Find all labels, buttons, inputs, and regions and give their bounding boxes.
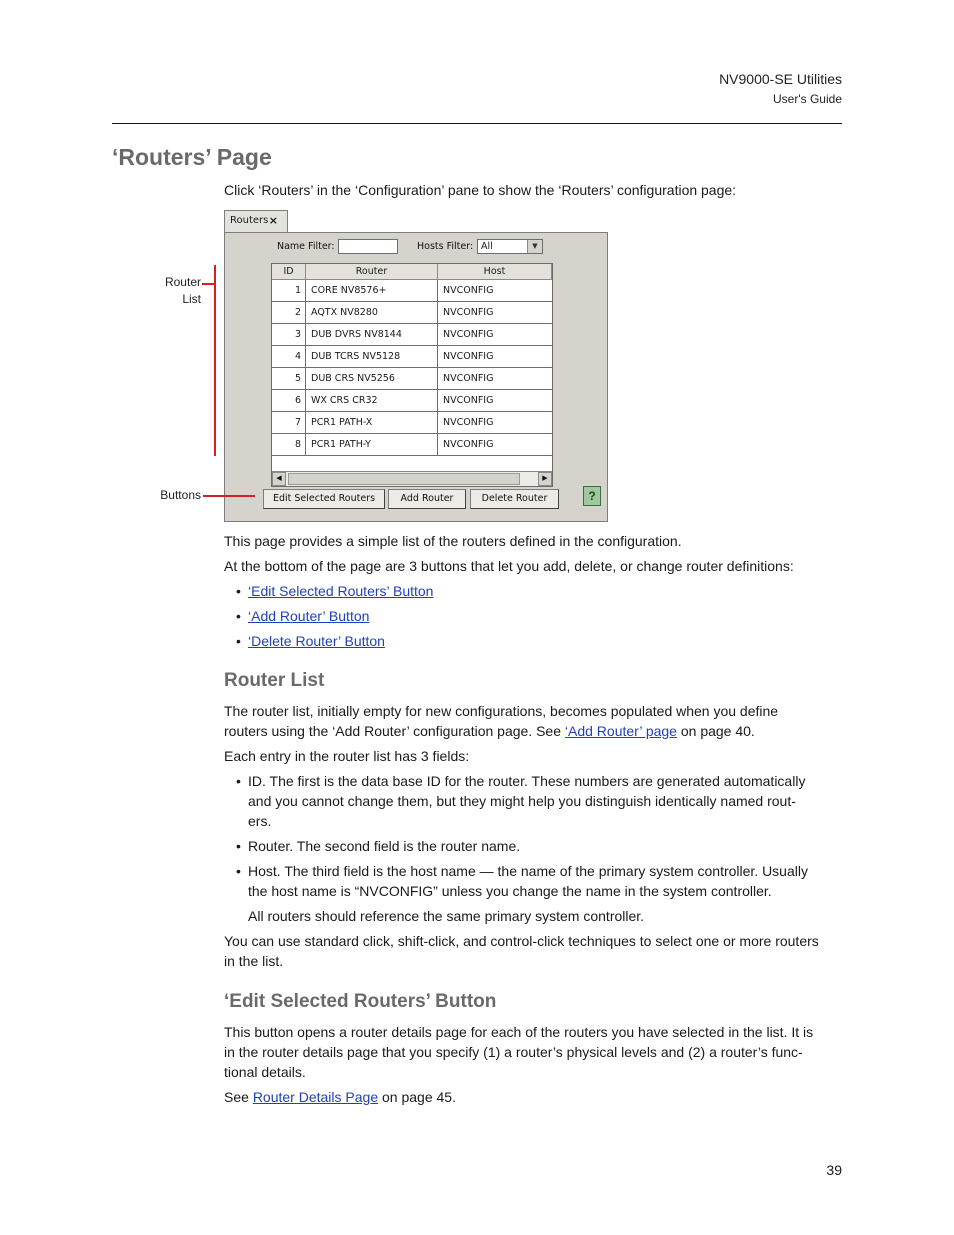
tab-routers[interactable] (224, 210, 288, 232)
text-segment: tional details. (224, 1064, 306, 1080)
text-segment: on page 40. (676, 723, 755, 739)
callout-buttons-pointer (203, 495, 255, 497)
add-router-button[interactable]: Add Router (388, 489, 466, 509)
link-add-router-page[interactable]: ‘Add Router’ page (564, 723, 677, 739)
cell-id: 3 (272, 324, 306, 345)
table-row[interactable] (272, 368, 552, 390)
text-segment: the host name is “NVCONFIG” unless you change the name in the system controller. (248, 883, 772, 899)
table-row[interactable] (272, 434, 552, 456)
help-icon[interactable]: ? (583, 486, 601, 506)
running-header-title: NV9000-SE Utilities (719, 71, 842, 87)
scroll-thumb[interactable] (288, 473, 520, 485)
list-item (236, 836, 842, 856)
bullet: • (236, 863, 241, 879)
cell-id: 7 (272, 412, 306, 433)
column-header-id[interactable]: ID (272, 264, 306, 280)
edit-paragraph-1 (224, 1022, 842, 1082)
text-segment: in the router details page that you specify (1) a router’s physical levels and (2) a router’s func- (224, 1044, 803, 1060)
bullet: • (236, 773, 241, 789)
cell-router: DUB DVRS NV8144 (306, 324, 438, 345)
text-segment: in the list. (224, 953, 284, 969)
list-item (236, 581, 842, 601)
paragraph-buttons-intro: At the bottom of the page are 3 buttons that let you add, delete, or change router definitions: (224, 558, 794, 574)
text-segment: and you cannot change them, but they might help you distinguish identically named rout- (248, 793, 796, 809)
table-row[interactable] (272, 280, 552, 302)
note-paragraph: All routers should reference the same primary system controller. (248, 908, 645, 924)
tab-routers-label: Routers (230, 215, 269, 226)
cell-router: DUB CRS NV5256 (306, 368, 438, 389)
bullet: • (236, 608, 241, 624)
routers-page-screenshot (224, 210, 608, 522)
cell-id: 8 (272, 434, 306, 455)
chevron-down-icon[interactable]: ▼ (527, 240, 542, 253)
callout-buttons: Buttons (160, 488, 201, 502)
cell-router: AQTX NV8280 (306, 302, 438, 323)
cell-host: NVCONFIG (443, 329, 494, 340)
close-icon[interactable]: × (268, 214, 278, 227)
router-list-paragraph-1 (224, 701, 842, 741)
cell-id: 1 (272, 280, 306, 301)
delete-router-button[interactable]: Delete Router (470, 489, 559, 509)
intro-paragraph: Click ‘Routers’ in the ‘Configuration’ pane to show the ‘Routers’ configuration page: (224, 182, 737, 198)
scroll-right-icon[interactable]: ▶ (538, 472, 552, 486)
callout-router-list-line2: List (182, 292, 201, 306)
cell-id: 5 (272, 368, 306, 389)
cell-host: NVCONFIG (443, 439, 494, 450)
cell-router: PCR1 PATH-X (306, 412, 438, 433)
cell-router: PCR1 PATH-Y (306, 434, 438, 455)
hosts-filter-value: All (481, 241, 493, 252)
bullet: • (236, 583, 241, 599)
list-item (236, 631, 842, 651)
list-item (236, 771, 842, 831)
text-segment: Router. The second field is the router name. (248, 838, 521, 854)
router-list-paragraph-3 (224, 931, 842, 971)
router-list-paragraph-2: Each entry in the router list has 3 fields: (224, 748, 470, 764)
heading-router-list: Router List (224, 670, 325, 691)
table-row[interactable] (272, 346, 552, 368)
cell-host: NVCONFIG (443, 285, 494, 296)
page-number: 39 (826, 1162, 842, 1178)
hosts-filter-select[interactable] (477, 239, 543, 254)
cell-id: 4 (272, 346, 306, 367)
link-router-details-page[interactable]: Router Details Page (252, 1089, 379, 1105)
cell-router: WX CRS CR32 (306, 390, 438, 411)
name-filter-input[interactable] (338, 239, 398, 254)
text-segment: on page 45. (378, 1089, 456, 1105)
name-filter-label: Name Filter: (277, 241, 335, 252)
link-edit-selected-routers-button[interactable]: ‘Edit Selected Routers’ Button (248, 583, 434, 599)
scroll-left-icon[interactable]: ◀ (272, 472, 286, 486)
cell-host: NVCONFIG (443, 351, 494, 362)
link-delete-router-button[interactable]: ‘Delete Router’ Button (248, 633, 385, 649)
callout-router-list-line1: Router (164, 275, 201, 289)
text-segment: You can use standard click, shift-click, and control-click techniques to select one or more routers (224, 933, 819, 949)
running-header-subtitle: User's Guide (773, 92, 842, 106)
bullet: • (236, 633, 241, 649)
cell-id: 2 (272, 302, 306, 323)
hosts-filter-label: Hosts Filter: (417, 241, 474, 252)
cell-host: NVCONFIG (443, 417, 494, 428)
table-row[interactable] (272, 324, 552, 346)
text-segment: routers using the ‘Add Router’ configuration page. See (224, 723, 565, 739)
table-row[interactable] (272, 412, 552, 434)
routers-panel (224, 232, 608, 522)
header-rule (112, 123, 842, 124)
cell-host: NVCONFIG (443, 395, 494, 406)
cell-id: 6 (272, 390, 306, 411)
text-segment: See (224, 1089, 253, 1105)
cell-host: NVCONFIG (443, 307, 494, 318)
bullet: • (236, 838, 241, 854)
edit-selected-routers-button[interactable]: Edit Selected Routers (263, 489, 385, 509)
cell-router: DUB TCRS NV5128 (306, 346, 438, 367)
horizontal-scrollbar[interactable] (272, 471, 552, 486)
cell-host: NVCONFIG (443, 373, 494, 384)
column-header-router[interactable]: Router (306, 264, 438, 280)
edit-paragraph-2 (224, 1087, 842, 1107)
table-row[interactable] (272, 302, 552, 324)
text-segment: The router list, initially empty for new configurations, becomes populated when you define (224, 703, 779, 719)
cell-router: CORE NV8576+ (306, 280, 438, 301)
link-add-router-button[interactable]: ‘Add Router’ Button (248, 608, 370, 624)
paragraph-description: This page provides a simple list of the routers defined in the configuration. (224, 533, 682, 549)
text-segment: This button opens a router details page for each of the routers you have selected in the list. It is (224, 1024, 814, 1040)
page-title: ‘Routers’ Page (112, 144, 272, 170)
text-segment: ID. The first is the data base ID for the router. These numbers are generated automatically (248, 773, 806, 789)
list-item (236, 861, 842, 901)
table-row[interactable] (272, 390, 552, 412)
heading-edit-selected-routers: ‘Edit Selected Routers’ Button (224, 991, 497, 1012)
list-item (236, 606, 842, 626)
column-header-host[interactable]: Host (438, 264, 552, 280)
callout-router-list-bracket (214, 265, 216, 456)
text-segment: ers. (248, 813, 272, 829)
router-table (271, 263, 553, 487)
text-segment: Host. The third field is the host name — the name of the primary system controller. Usually (248, 863, 808, 879)
